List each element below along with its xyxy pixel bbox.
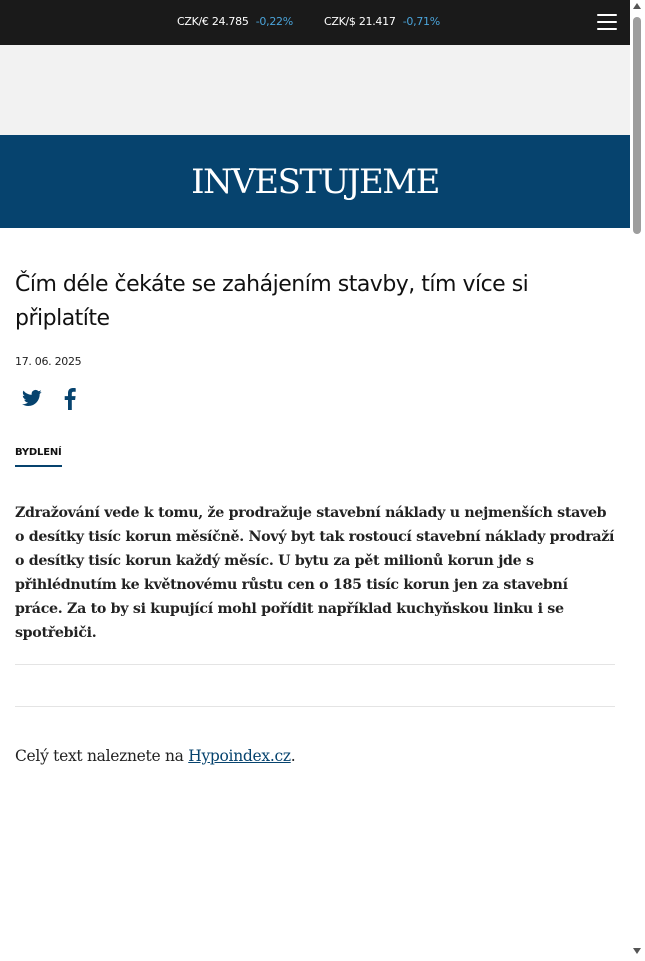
site-logo[interactable]: INVESTUJEME	[191, 162, 439, 202]
source-line	[15, 747, 295, 765]
scroll-up-arrow-icon[interactable]	[633, 3, 641, 9]
category-tag[interactable]: BYDLENÍ	[15, 447, 62, 467]
ticker-change: -0,22%	[255, 15, 293, 28]
divider	[15, 664, 615, 665]
ticker-rate: 21.417	[358, 15, 396, 28]
ticker-eur	[177, 15, 293, 28]
ticker-usd	[324, 15, 440, 28]
article-perex: Zdražování vede k tomu, že prodražuje stavební náklady u nejmenších staveb o desítky tisíc korun měsíčně. Nový byt tak rostoucí stavební náklady prodraží o desítky tisíc korun každý měsíc. U bytu za pět milionů korun jde s přihlédnutím ke květnovému růstu cen o 185 tisíc korun jen za stavební práce. Za to by si kupující mohl pořídit například kuchyňskou linku i se spotřebiči.	[15, 505, 615, 641]
source-link[interactable]: Hypoindex.cz	[188, 747, 291, 765]
ticker-pair: CZK/€	[177, 15, 209, 28]
twitter-icon[interactable]	[21, 388, 45, 410]
ticker-rate: 24.785	[211, 15, 249, 28]
hamburger-menu-icon[interactable]	[597, 14, 617, 30]
scrollbar[interactable]	[630, 0, 645, 961]
scroll-down-arrow-icon[interactable]	[633, 948, 641, 954]
source-prefix: Celý text naleznete na	[15, 747, 189, 765]
article-title: Čím déle čekáte se zahájením stavby, tím více si připlatíte	[15, 272, 529, 331]
scrollbar-thumb[interactable]	[633, 17, 641, 234]
source-suffix: .	[290, 747, 296, 765]
ticker-change: -0,71%	[402, 15, 440, 28]
top-bar	[0, 0, 630, 45]
facebook-icon[interactable]	[62, 388, 86, 410]
ticker-pair: CZK/$	[324, 15, 356, 28]
article-date: 17. 06. 2025	[15, 355, 82, 368]
divider	[15, 706, 615, 707]
ad-space	[0, 45, 630, 135]
